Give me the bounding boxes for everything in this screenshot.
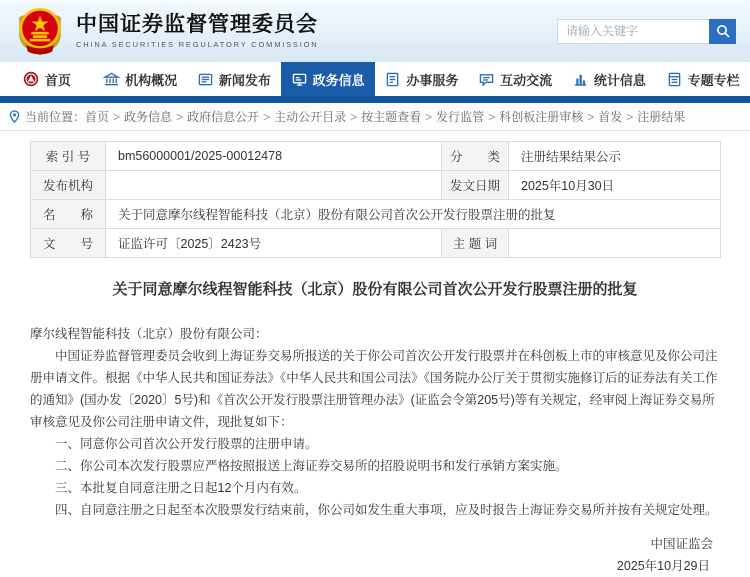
date-label: 发文日期 bbox=[442, 171, 509, 200]
breadcrumb-link-gov-info[interactable]: 政务信息 bbox=[124, 110, 173, 124]
services-document-icon bbox=[385, 72, 400, 87]
search-icon bbox=[716, 24, 730, 38]
breadcrumb-link-disclosure[interactable]: 政府信息公开 bbox=[187, 110, 260, 124]
nav-label: 办事服务 bbox=[406, 72, 459, 88]
publisher-value bbox=[106, 171, 442, 200]
nav-label: 政务信息 bbox=[312, 72, 365, 88]
org-name-cn: 中国证券监督管理委员会 bbox=[76, 13, 318, 36]
breadcrumb-link-star-review[interactable]: 科创板注册审核 bbox=[499, 110, 584, 124]
newspaper-icon bbox=[198, 72, 213, 87]
publisher-label: 发布机构 bbox=[31, 171, 106, 200]
search-input[interactable] bbox=[557, 19, 709, 44]
nav-item-home[interactable] bbox=[0, 62, 94, 96]
salutation: 摩尔线程智能科技（北京）股份有限公司： bbox=[30, 327, 268, 341]
category-label: 分 类 bbox=[442, 142, 509, 171]
subject-value bbox=[509, 229, 721, 258]
topics-file-icon bbox=[667, 72, 682, 87]
signature-org: 中国证监会 bbox=[650, 537, 713, 551]
search-bar bbox=[557, 19, 736, 44]
nav-label: 专题专栏 bbox=[687, 72, 740, 88]
national-emblem-logo[interactable] bbox=[14, 5, 66, 57]
csrc-logo-icon bbox=[23, 71, 39, 87]
document-meta-table bbox=[30, 141, 721, 258]
chat-bubble-icon bbox=[479, 72, 494, 87]
name-label: 名 称 bbox=[31, 200, 106, 229]
index-value: bm56000001/2025-00012478 bbox=[106, 142, 442, 171]
nav-label: 统计信息 bbox=[593, 72, 646, 88]
subject-label: 主 题 词 bbox=[442, 229, 509, 258]
institution-icon bbox=[104, 72, 119, 87]
docnum-label: 文 号 bbox=[31, 229, 106, 258]
breadcrumb-prefix: 当前位置： bbox=[25, 110, 86, 124]
nav-accent-strip bbox=[0, 96, 750, 103]
breadcrumb-link-home[interactable]: 首页 bbox=[85, 110, 110, 124]
nav-item-services[interactable] bbox=[375, 62, 469, 96]
nav-item-news[interactable] bbox=[188, 62, 282, 96]
table-row bbox=[31, 171, 721, 200]
breadcrumb-link-by-topic[interactable]: 按主题查看 bbox=[361, 110, 422, 124]
paragraph: 中国证券监督管理委员会收到上海证券交易所报送的关于你公司首次公开发行股票并在科创板上市的审核意见及你公司注册申请文件。根据《中华人民共和国证券法》《中华人民共和国公司法》《国务院办公厅关于贯彻实施修订后的证券法有关工作的通知》(国办发〔2020〕5号)和《首次公开发行股票注册管理办法》(证监会令第205号)等有关规定，经审阅上海证券交易所审核意见及你公司注册申请文件，现批复如下： bbox=[30, 349, 718, 429]
nav-item-statistics[interactable] bbox=[563, 62, 657, 96]
org-name-en: CHINA SECURITIES REGULATORY COMMISSION bbox=[76, 40, 319, 49]
breadcrumb-link-issuance[interactable]: 发行监管 bbox=[436, 110, 485, 124]
signature-date: 2025年10月29日 bbox=[616, 559, 710, 573]
category-value: 注册结果结果公示 bbox=[509, 142, 721, 171]
nav-label: 新闻发布 bbox=[218, 72, 271, 88]
list-item: 二、你公司本次发行股票应严格按照报送上海证券交易所的招股说明书和发行承销方案实施。 bbox=[55, 459, 568, 473]
nav-label: 互动交流 bbox=[500, 72, 553, 88]
nav-item-gov-info[interactable] bbox=[281, 62, 375, 96]
bar-chart-icon bbox=[573, 72, 588, 87]
name-value: 关于同意摩尔线程智能科技（北京）股份有限公司首次公开发行股票注册的批复 bbox=[106, 200, 721, 229]
nav-item-topics[interactable] bbox=[656, 62, 750, 96]
breadcrumb: 当前位置： 首页 > 政务信息 > 政府信息公开 > 主动公开目录 > 按主题查看 > 发行监管 > 科创板注册审核 > 首发 > 注册结果 bbox=[0, 103, 750, 131]
nav-label: 首页 bbox=[44, 72, 71, 88]
monitor-icon bbox=[292, 72, 307, 87]
list-item: 四、自同意注册之日起至本次股票发行结束前，你公司如发生重大事项，应及时报告上海证券交易所并按有关规定处理。 bbox=[55, 503, 718, 517]
breadcrumb-link-result[interactable]: 注册结果 bbox=[637, 110, 686, 124]
search-button[interactable] bbox=[709, 19, 736, 44]
location-pin-icon bbox=[9, 110, 20, 123]
nav-item-interaction[interactable] bbox=[469, 62, 563, 96]
nav-item-about[interactable] bbox=[94, 62, 188, 96]
docnum-value: 证监许可〔2025〕2423号 bbox=[106, 229, 442, 258]
org-title-block bbox=[76, 13, 318, 49]
list-item: 一、同意你公司首次公开发行股票的注册申请。 bbox=[55, 437, 318, 451]
document-body bbox=[30, 323, 720, 577]
page-title: 关于同意摩尔线程智能科技（北京）股份有限公司首次公开发行股票注册的批复 bbox=[112, 281, 638, 298]
index-label: 索 引 号 bbox=[31, 142, 106, 171]
table-row bbox=[31, 200, 721, 229]
signature-block bbox=[30, 533, 720, 577]
table-row bbox=[31, 142, 721, 171]
main-nav bbox=[0, 62, 750, 96]
nav-label: 机构概况 bbox=[125, 72, 178, 88]
breadcrumb-link-ipo[interactable]: 首发 bbox=[598, 110, 623, 124]
breadcrumb-link-catalog[interactable]: 主动公开目录 bbox=[274, 110, 347, 124]
site-header bbox=[0, 0, 750, 62]
table-row bbox=[31, 229, 721, 258]
list-item: 三、本批复自同意注册之日起12个月内有效。 bbox=[55, 481, 307, 495]
date-value: 2025年10月30日 bbox=[509, 171, 721, 200]
